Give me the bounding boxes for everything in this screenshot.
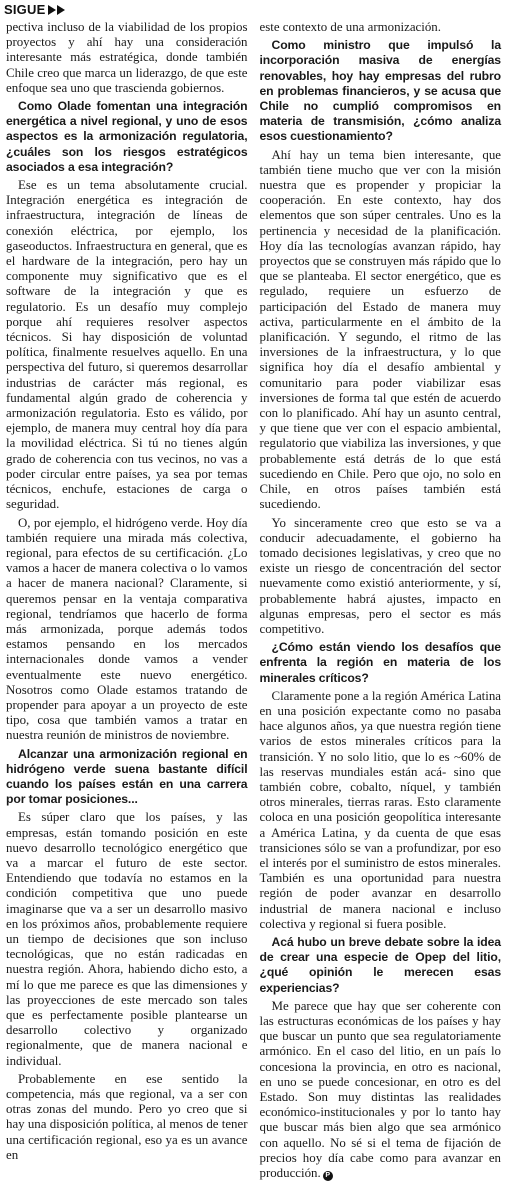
question-text: Como Olade fomentan una integración energética a nivel regional, y uno de esos aspectos es la armonización regulatoria, ¿cuáles son los riesgos estratégicos asociados a esa integración? <box>6 99 248 174</box>
answer-paragraph <box>260 999 502 1181</box>
article-column-right <box>260 20 502 1201</box>
continued-label <box>4 2 66 17</box>
answer-paragraph <box>6 516 248 744</box>
answer-paragraph <box>260 689 502 932</box>
answer-paragraph <box>260 148 502 513</box>
question-text: Acá hubo un breve debate sobre la idea de crear una especie de Opep del litio, ¿qué opinión le merecen esas experiencias? <box>259 934 501 995</box>
paragraph-text: Es súper claro que los países, y las empresas, están tomando posición en este nuevo desarrollo tecnológico energético que va a marcar el futuro de este sector. Entendiendo que todavía no estamos en la condición competitiva que uno puede imaginarse que va a ser un desarrollo masivo en los próximos años, probablemente requiere un tiempo de decisiones que son incluso tecnológicas, que no están radicadas en nuestra región. Ahora, habiendo dicho esto, a mí lo que me parece es que las dimensiones y las proyecciones de este mercado son tales que es perfectamente posible plantearse un desarrollo colectivo y organizado regionalmente, que de manera nacional e individual. <box>6 810 248 1068</box>
paragraph-text: Ese es un tema absolutamente crucial. Integración energética es integración de infraestructura, integración de líneas de conexión eléctrica, por ejemplo, los gaseoductos. Infraestructura en general, que es el hardware de la integración, pero hay un componente muy significativo que es el software de la integración y que es regulatorio. Es un desafío muy complejo porque ahí requieres resolver aspectos técnicos. Si hay disposición de voluntad política, finalmente resuelves aquello. En una perspectiva del futuro, si queremos desarrollar industrias de carácter más regional, es fundamental algún grado de coherencia y armonización regulatoria. Esto es válido, por ejemplo, de manera muy central hoy día para la movilidad eléctrica. Si tú no tienes algún grado de coherencia con tus vecinos, no vas a poder circular entre países, ya sea por temas técnicos, enchufe, estaciones de carga o seguridad. <box>6 178 248 512</box>
paragraph-text: Me parece que hay que ser coherente con las estructuras económicas de los países y hay que buscar un punto que sea regulatoriamente armónico. En el caso del litio, en un país lo concesiona la provincia, en otro es nacional, en uno se puede concesionar, en otro es del Estado. Son muy distintas las realidades económico-institucionales y por lo tanto hay que buscar más bien algo que sea armónico con aquello. No sé si el tema de fijación de precios hoy día cabe como para avanzar en producción. <box>259 998 501 1181</box>
article-columns <box>6 20 501 1201</box>
double-triangle-right-icon <box>48 5 66 15</box>
paragraph-text: pectiva incluso de la viabilidad de los propios proyectos y ahí hay una consideración interesante más estratégica, donde también Chile creo que marca un liderazgo, de que este enfoque sea uno que trascienda gobiernos. <box>6 20 248 95</box>
continued-paragraph <box>260 20 502 35</box>
article-column-left <box>6 20 248 1201</box>
continued-paragraph <box>6 20 248 96</box>
answer-paragraph <box>6 810 248 1068</box>
paragraph-text: Yo sinceramente creo que esto se va a conducir adecuadamente, el gobierno ha tomado decisiones legislativas, y creo que no existe un riesgo de concentración del sector nuevamente como existió anteriormente, y sí, probablemente habrá ajustes, impacto en algunas empresas, pero el sector es más competitivo. <box>259 515 501 636</box>
question-text: Como ministro que impulsó la incorporación masiva de energías renovables, hoy hay empresas del rubro en problemas financieros, y se acusa que Chile no cumplió compromisos en materia de transmisión, ¿cómo analiza esos cuestionamiento? <box>259 38 501 144</box>
interview-question <box>6 99 248 175</box>
interview-question <box>6 747 248 808</box>
answer-paragraph <box>6 1072 248 1163</box>
paragraph-text: Claramente pone a la región América Latina en una posición expectante como no pasaba hace algunos años, ya que nuestra región tiene varios de estos minerales críticos para la transición. Y no solo litio, que lo es ~60% de las reservas mundiales están acá- sino que también cobre, cobalto, níquel, y también otros minerales, tierras raras. Esto claramente coloca en una posición geopolítica interesante a América Latina, y da cuenta de que esas transiciones sólo se van a profundizar, por eso el interés por el suministro de estos minerales. También es una oportunidad para nuestra región de poder avanzar en desarrollo industrial de manera nacional e incluso colectiva y regional si fuera posible. <box>259 688 501 931</box>
paragraph-text: O, por ejemplo, el hidrógeno verde. Hoy día también requiere una mirada más colectiva, regional, para efectos de su certificación. ¿Lo vamos a hacer de manera colectiva o lo vamos a hacer de manera nacional? Claramente, si queremos pensar en la ventaja comparativa regional, tendríamos que hacerlo de forma más armonizada, porque además todos estamos pensando en los mercados internacionales donde vamos a vender eventualmente este nuevo energético. Nosotros como Olade estamos tratando de propender para apoyar a un proyecto de este tipo, cosa que también vamos a tratar en nuestra reunión de ministros de noviembre. <box>6 515 248 743</box>
paragraph-text: Ahí hay un tema bien interesante, que también tiene mucho que ver con la misión nuestra que es propender y propiciar la cooperación. En este contexto, hay dos elementos que son súper centrales. Uno es la pertinencia y necesidad de la planificación. Hoy día las tecnologías avanzan rápido, hay proyectos que se construyen más rápido que lo que se planteaba. El sector energético, que es regulado, requiere un esfuerzo de participación del Estado de manera muy activa, particularmente en el ámbito de la planificación. Y segundo, el ritmo de las inversiones de la infraestructura, y lo que significa hoy día el desafío ambiental y comunitario para poder viabilizar esas inversiones de forma tal que estén de acuerdo con lo planificado. Ahí hay un asunto central, y que tiene que ver con el espacio ambiental, regulatorio que viabiliza las inversiones, y que probablemente está detrás de lo que está sucediendo en Chile. Pero que ojo, no solo en Chile, en otros países también está sucediendo. <box>259 147 501 512</box>
paragraph-text: este contexto de una armonización. <box>259 20 441 34</box>
answer-paragraph <box>6 178 248 512</box>
question-text: ¿Cómo están viendo los desafíos que enfrenta la región en materia de los minerales críticos? <box>259 640 501 685</box>
question-text: Alcanzar una armonización regional en hidrógeno verde suena bastante difícil cuando los países están en una carrera por tomar posiciones... <box>6 746 248 807</box>
interview-question <box>260 38 502 144</box>
interview-question <box>260 640 502 686</box>
end-of-article-icon: P <box>323 1171 333 1181</box>
interview-question <box>260 935 502 996</box>
paragraph-text: Probablemente en ese sentido la competencia, más que regional, va a ser con otras zonas del mundo. Pero yo creo que si hay una disposición política, al menos de tener una certificación regional, eso ya es un avance en <box>6 1071 248 1162</box>
answer-paragraph <box>260 516 502 638</box>
continued-text: SIGUE <box>4 2 46 17</box>
